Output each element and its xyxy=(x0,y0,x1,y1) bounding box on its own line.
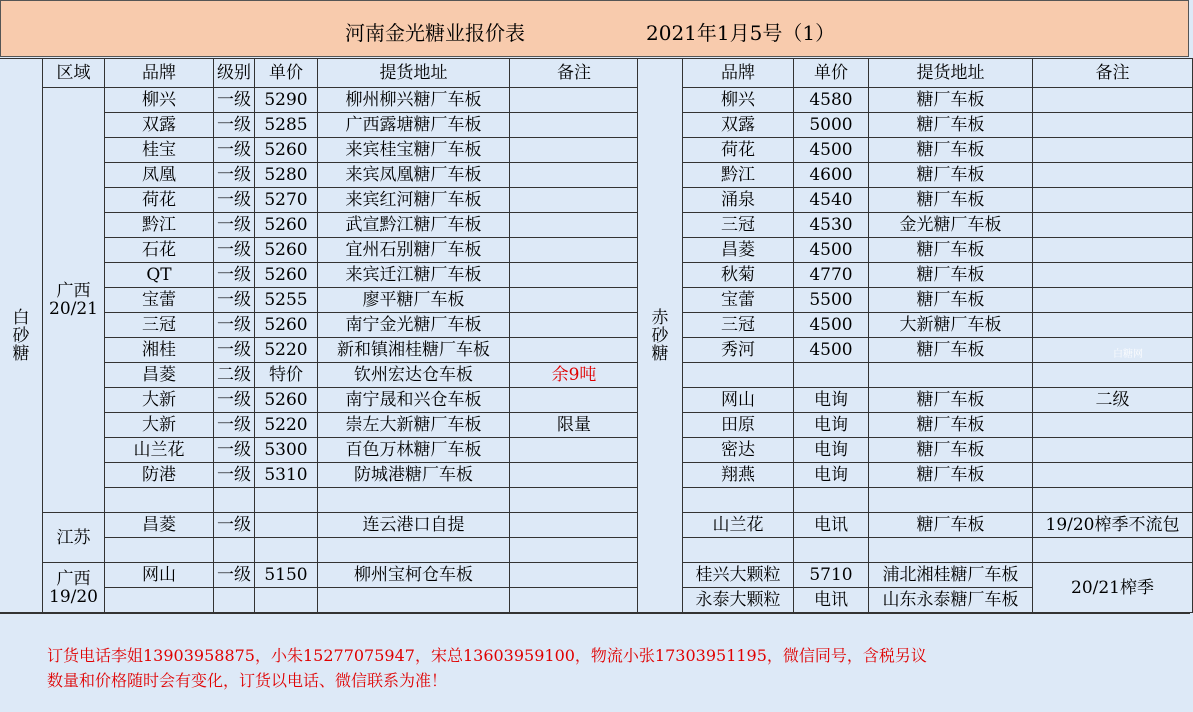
watermark-text: 白糖网 xyxy=(1113,349,1143,360)
address-cell: 浦北湘桂糖厂车板 xyxy=(869,563,1033,588)
brand-cell: 网山 xyxy=(105,563,214,588)
brand-cell xyxy=(683,488,794,513)
grade-cell: 一级 xyxy=(214,513,255,538)
remark-cell xyxy=(510,163,639,188)
brand-cell: QT xyxy=(105,263,214,288)
address-cell: 糖厂车板 xyxy=(869,138,1033,163)
brand-cell xyxy=(683,538,794,563)
grade-cell: 一级 xyxy=(214,313,255,338)
price-cell xyxy=(255,588,318,613)
remark-cell xyxy=(510,88,639,113)
price-cell: 5290 xyxy=(255,88,318,113)
remark-cell: 二级 xyxy=(1033,388,1193,413)
red-sugar-row xyxy=(638,438,1193,463)
address-cell: 新和镇湘桂糖厂车板 xyxy=(318,338,510,363)
address-cell: 廖平糖厂车板 xyxy=(318,288,510,313)
brand-cell xyxy=(683,363,794,388)
price-cell: 特价 xyxy=(255,363,318,388)
white-sugar-row xyxy=(0,513,639,538)
white-sugar-row xyxy=(0,88,639,113)
brand-cell: 昌菱 xyxy=(105,513,214,538)
remark-cell xyxy=(510,113,639,138)
address-cell: 防城港糖厂车板 xyxy=(318,463,510,488)
red-sugar-row xyxy=(638,413,1193,438)
red-sugar-row xyxy=(638,563,1193,588)
grade-cell: 一级 xyxy=(214,138,255,163)
address-cell: 糖厂车板 xyxy=(869,463,1033,488)
price-cell: 电询 xyxy=(794,413,869,438)
brand-cell: 双露 xyxy=(105,113,214,138)
region-guangxi-2021: 广西 20/21 xyxy=(43,88,105,513)
white-header-cell: 级别 xyxy=(214,59,255,88)
address-cell: 来宾迁江糖厂车板 xyxy=(318,263,510,288)
red-sugar-row xyxy=(638,338,1193,363)
brand-cell: 昌菱 xyxy=(683,238,794,263)
address-cell: 南宁金光糖厂车板 xyxy=(318,313,510,338)
red-sugar-row xyxy=(638,213,1193,238)
price-cell: 5260 xyxy=(255,213,318,238)
remark-cell xyxy=(1033,188,1193,213)
price-cell xyxy=(255,538,318,563)
remark-cell xyxy=(1033,313,1193,338)
remark-cell xyxy=(510,438,639,463)
brand-cell: 石花 xyxy=(105,238,214,263)
red-sugar-row xyxy=(638,138,1193,163)
red-sugar-label-char: 糖 xyxy=(651,343,669,364)
brand-cell: 翔燕 xyxy=(683,463,794,488)
remark-cell xyxy=(510,388,639,413)
remark-cell xyxy=(1033,288,1193,313)
region-guangxi-1920: 广西 19/20 xyxy=(43,563,105,613)
brand-cell: 秀河 xyxy=(683,338,794,363)
price-cell: 4770 xyxy=(794,263,869,288)
address-cell: 糖厂车板 xyxy=(869,263,1033,288)
brand-cell: 秋菊 xyxy=(683,263,794,288)
price-cell: 5220 xyxy=(255,413,318,438)
remark-cell xyxy=(510,188,639,213)
address-cell: 糖厂车板 xyxy=(869,113,1033,138)
sheet-date: 2021年1月5号（1） xyxy=(646,21,836,45)
grade-cell: 一级 xyxy=(214,288,255,313)
grade-cell: 一级 xyxy=(214,238,255,263)
red-sugar-label xyxy=(638,59,683,613)
red-header-cell: 提货地址 xyxy=(869,59,1033,88)
brand-cell: 凤凰 xyxy=(105,163,214,188)
red-sugar-row xyxy=(638,263,1193,288)
remark-cell xyxy=(1033,213,1193,238)
brand-cell: 大新 xyxy=(105,413,214,438)
grade-cell: 一级 xyxy=(214,388,255,413)
price-cell: 5000 xyxy=(794,113,869,138)
brand-cell: 桂宝 xyxy=(105,138,214,163)
red-sugar-row xyxy=(638,463,1193,488)
price-cell: 5260 xyxy=(255,238,318,263)
red-header-cell: 品牌 xyxy=(683,59,794,88)
footer-contact-line: 订货电话李姐13903958875，小朱15277075947，宋总13603959100，物流小张17303951195，微信同号，含税另议 xyxy=(47,646,927,665)
address-cell: 糖厂车板 xyxy=(869,188,1033,213)
brand-cell: 防港 xyxy=(105,463,214,488)
title-bar xyxy=(0,0,1189,57)
red-header-cell: 备注 xyxy=(1033,59,1193,88)
remark-cell: 19/20榨季不流包 xyxy=(1033,513,1193,538)
brand-cell: 桂兴大颗粒 xyxy=(683,563,794,588)
address-cell: 广西露塘糖厂车板 xyxy=(318,113,510,138)
price-cell xyxy=(794,363,869,388)
price-cell: 电询 xyxy=(794,388,869,413)
address-cell: 崇左大新糖厂车板 xyxy=(318,413,510,438)
address-cell xyxy=(869,538,1033,563)
brand-cell: 网山 xyxy=(683,388,794,413)
brand-cell xyxy=(105,588,214,613)
remark-cell xyxy=(510,213,639,238)
remark-cell xyxy=(510,238,639,263)
price-cell: 5310 xyxy=(255,463,318,488)
remark-cell xyxy=(1033,363,1193,388)
red-sugar-table xyxy=(637,58,1193,613)
white-header-cell: 品牌 xyxy=(105,59,214,88)
grade-cell: 一级 xyxy=(214,438,255,463)
remark-cell: 余9吨 xyxy=(510,363,639,388)
brand-cell xyxy=(105,488,214,513)
price-cell: 5150 xyxy=(255,563,318,588)
price-cell: 电讯 xyxy=(794,588,869,613)
brand-cell: 密达 xyxy=(683,438,794,463)
brand-cell: 湘桂 xyxy=(105,338,214,363)
remark-cell xyxy=(1033,113,1193,138)
price-cell xyxy=(255,488,318,513)
address-cell: 糖厂车板 xyxy=(869,513,1033,538)
brand-cell: 三冠 xyxy=(683,213,794,238)
price-cell: 5260 xyxy=(255,138,318,163)
address-cell: 来宾红河糖厂车板 xyxy=(318,188,510,213)
brand-cell: 柳兴 xyxy=(105,88,214,113)
price-cell: 5270 xyxy=(255,188,318,213)
price-cell: 电询 xyxy=(794,438,869,463)
brand-cell: 宝蕾 xyxy=(105,288,214,313)
remark-cell xyxy=(510,588,639,613)
season-note-cell: 20/21榨季 xyxy=(1033,563,1193,613)
remark-cell xyxy=(1033,238,1193,263)
address-cell: 南宁晟和兴仓车板 xyxy=(318,388,510,413)
address-cell: 糖厂车板 xyxy=(869,163,1033,188)
grade-cell: 一级 xyxy=(214,163,255,188)
table-bottom-border xyxy=(0,613,1190,614)
red-sugar-row xyxy=(638,313,1193,338)
white-sugar-row xyxy=(0,563,639,588)
remark-cell xyxy=(510,338,639,363)
address-cell: 连云港口自提 xyxy=(318,513,510,538)
remark-cell xyxy=(1033,88,1193,113)
address-cell: 糖厂车板 xyxy=(869,288,1033,313)
remark-cell xyxy=(510,563,639,588)
remark-cell: 限量 xyxy=(510,413,639,438)
price-cell xyxy=(794,538,869,563)
grade-cell xyxy=(214,588,255,613)
price-cell: 4580 xyxy=(794,88,869,113)
sheet-title: 河南金光糖业报价表 xyxy=(345,21,525,45)
grade-cell xyxy=(214,538,255,563)
price-cell: 5280 xyxy=(255,163,318,188)
remark-cell xyxy=(1033,263,1193,288)
price-cell: 5710 xyxy=(794,563,869,588)
brand-cell: 三冠 xyxy=(683,313,794,338)
red-sugar-row xyxy=(638,88,1193,113)
price-cell: 5220 xyxy=(255,338,318,363)
price-cell: 4500 xyxy=(794,338,869,363)
address-cell: 糖厂车板 xyxy=(869,438,1033,463)
grade-cell: 一级 xyxy=(214,213,255,238)
remark-cell xyxy=(510,538,639,563)
remark-cell xyxy=(510,463,639,488)
red-sugar-row xyxy=(638,388,1193,413)
white-header-cell: 提货地址 xyxy=(318,59,510,88)
price-cell: 电询 xyxy=(794,463,869,488)
brand-cell: 荷花 xyxy=(105,188,214,213)
address-cell: 百色万林糖厂车板 xyxy=(318,438,510,463)
price-cell xyxy=(255,513,318,538)
address-cell: 糖厂车板 xyxy=(869,388,1033,413)
red-sugar-row xyxy=(638,513,1193,538)
brand-cell: 涌泉 xyxy=(683,188,794,213)
remark-cell xyxy=(510,488,639,513)
remark-cell xyxy=(510,513,639,538)
white-sugar-label-char: 砂 xyxy=(12,325,30,346)
remark-cell xyxy=(1033,538,1193,563)
remark-cell xyxy=(1033,463,1193,488)
address-cell: 来宾桂宝糖厂车板 xyxy=(318,138,510,163)
address-cell: 山东永泰糖厂车板 xyxy=(869,588,1033,613)
grade-cell: 一级 xyxy=(214,563,255,588)
brand-cell: 山兰花 xyxy=(683,513,794,538)
remark-cell xyxy=(1033,488,1193,513)
brand-cell: 荷花 xyxy=(683,138,794,163)
price-cell: 4500 xyxy=(794,238,869,263)
address-cell: 钦州宏达仓车板 xyxy=(318,363,510,388)
remark-cell xyxy=(1033,438,1193,463)
price-cell: 5500 xyxy=(794,288,869,313)
brand-cell: 柳兴 xyxy=(683,88,794,113)
red-sugar-row xyxy=(638,538,1193,563)
remark-cell xyxy=(510,138,639,163)
address-cell: 柳州柳兴糖厂车板 xyxy=(318,88,510,113)
remark-cell xyxy=(1033,138,1193,163)
price-cell: 5300 xyxy=(255,438,318,463)
brand-cell: 大新 xyxy=(105,388,214,413)
red-sugar-row xyxy=(638,113,1193,138)
white-header-cell: 备注 xyxy=(510,59,639,88)
grade-cell: 一级 xyxy=(214,263,255,288)
address-cell: 宜州石别糖厂车板 xyxy=(318,238,510,263)
white-sugar-label-char: 糖 xyxy=(12,343,30,364)
red-header-cell: 单价 xyxy=(794,59,869,88)
grade-cell: 一级 xyxy=(214,113,255,138)
price-cell xyxy=(794,488,869,513)
address-cell: 金光糖厂车板 xyxy=(869,213,1033,238)
red-sugar-row xyxy=(638,188,1193,213)
red-sugar-row xyxy=(638,363,1193,388)
region-jiangsu: 江苏 xyxy=(43,513,105,563)
price-cell: 5260 xyxy=(255,313,318,338)
remark-cell xyxy=(510,263,639,288)
remark-cell xyxy=(1033,163,1193,188)
white-header-cell: 区域 xyxy=(43,59,105,88)
brand-cell: 永泰大颗粒 xyxy=(683,588,794,613)
remark-cell xyxy=(1033,413,1193,438)
red-sugar-row xyxy=(638,238,1193,263)
price-cell: 5255 xyxy=(255,288,318,313)
grade-cell: 一级 xyxy=(214,413,255,438)
address-cell xyxy=(869,488,1033,513)
address-cell: 柳州宝柯仓车板 xyxy=(318,563,510,588)
price-cell: 5260 xyxy=(255,388,318,413)
grade-cell: 一级 xyxy=(214,463,255,488)
price-cell: 5285 xyxy=(255,113,318,138)
red-sugar-row xyxy=(638,488,1193,513)
brand-cell: 黔江 xyxy=(683,163,794,188)
brand-cell: 黔江 xyxy=(105,213,214,238)
grade-cell: 一级 xyxy=(214,88,255,113)
brand-cell: 宝蕾 xyxy=(683,288,794,313)
white-header-cell: 单价 xyxy=(255,59,318,88)
price-cell: 4540 xyxy=(794,188,869,213)
address-cell: 来宾凤凰糖厂车板 xyxy=(318,163,510,188)
brand-cell: 双露 xyxy=(683,113,794,138)
footer-notice-line: 数量和价格随时会有变化，订货以电话、微信联系为准！ xyxy=(47,671,448,690)
grade-cell: 一级 xyxy=(214,338,255,363)
address-cell: 糖厂车板 xyxy=(869,88,1033,113)
price-cell: 电讯 xyxy=(794,513,869,538)
grade-cell xyxy=(214,488,255,513)
red-sugar-row xyxy=(638,163,1193,188)
grade-cell: 一级 xyxy=(214,188,255,213)
price-cell: 4530 xyxy=(794,213,869,238)
white-sugar-label xyxy=(0,59,43,613)
address-cell xyxy=(318,588,510,613)
brand-cell: 山兰花 xyxy=(105,438,214,463)
price-cell: 4500 xyxy=(794,313,869,338)
red-sugar-label-char: 赤 xyxy=(651,307,669,328)
brand-cell: 三冠 xyxy=(105,313,214,338)
price-cell: 4600 xyxy=(794,163,869,188)
address-cell xyxy=(318,538,510,563)
address-cell: 糖厂车板 xyxy=(869,413,1033,438)
red-sugar-label-char: 砂 xyxy=(651,325,669,346)
white-sugar-table xyxy=(0,58,639,613)
red-sugar-row xyxy=(638,288,1193,313)
price-cell: 5260 xyxy=(255,263,318,288)
grade-cell: 二级 xyxy=(214,363,255,388)
address-cell: 糖厂车板 xyxy=(869,238,1033,263)
address-cell xyxy=(869,363,1033,388)
brand-cell: 昌菱 xyxy=(105,363,214,388)
address-cell: 糖厂车板 xyxy=(869,338,1033,363)
address-cell: 大新糖厂车板 xyxy=(869,313,1033,338)
white-sugar-label-char: 白 xyxy=(12,307,30,328)
brand-cell: 田原 xyxy=(683,413,794,438)
address-cell xyxy=(318,488,510,513)
remark-cell xyxy=(510,313,639,338)
remark-cell xyxy=(510,288,639,313)
price-cell: 4500 xyxy=(794,138,869,163)
address-cell: 武宣黔江糖厂车板 xyxy=(318,213,510,238)
brand-cell xyxy=(105,538,214,563)
